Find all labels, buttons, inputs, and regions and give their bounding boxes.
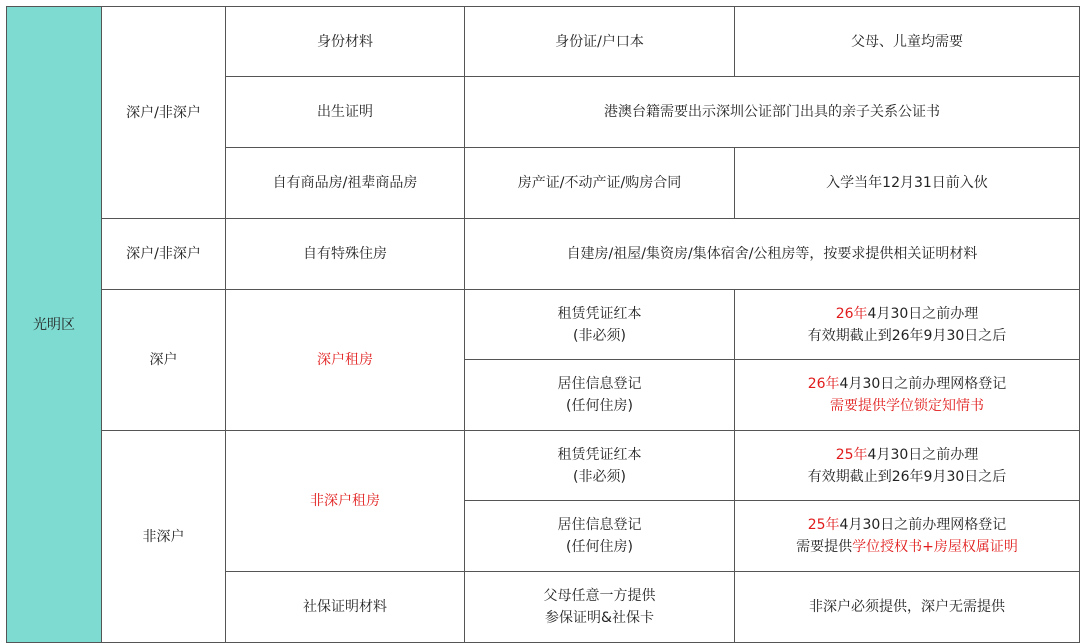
note-highlight: 学位授权书+房屋权属证明 — [852, 539, 1018, 555]
doc-line: (非必须) — [573, 327, 626, 344]
doc-line: (任何住房) — [566, 539, 633, 555]
doc-line: 参保证明&社保卡 — [545, 610, 654, 626]
note-text: 4月30日之前办理网格登记 — [839, 517, 1007, 533]
note-text: 4月30日之前办理 — [867, 446, 979, 463]
item-label: 自有特殊住房 — [303, 246, 387, 262]
feishenhu-reg-doc — [465, 501, 735, 572]
note-line: 需要提供学位锁定知情书 — [830, 398, 984, 414]
group-label: 深户/非深户 — [126, 104, 201, 121]
note-line — [836, 444, 979, 466]
doc-line: 租赁凭证红本 — [557, 305, 642, 322]
group-shenhu-feishenhu — [102, 6, 226, 219]
identity-doc — [465, 6, 735, 77]
district-cell — [6, 6, 102, 643]
special-house-item — [226, 219, 465, 290]
shenhu-reg-note — [735, 360, 1080, 431]
note-label: 港澳台籍需要出示深圳公证部门出具的亲子关系公证书 — [604, 104, 940, 120]
item-label: 社保证明材料 — [303, 599, 387, 615]
identity-item — [226, 6, 465, 77]
own-house-item — [226, 148, 465, 219]
social-item — [226, 572, 465, 643]
shenhu-lease-note — [735, 290, 1080, 360]
note-line — [808, 373, 1007, 395]
note-line — [796, 536, 1018, 558]
note-highlight: 26年 — [835, 305, 868, 322]
note-line: 有效期截止到26年9月30日之后 — [807, 468, 1007, 485]
item-label: 非深户租房 — [310, 493, 380, 509]
district-label: 光明区 — [33, 316, 75, 333]
note-highlight: 25年 — [807, 517, 840, 533]
group-label: 深户/非深户 — [126, 246, 201, 262]
doc-label: 身份证/户口本 — [555, 33, 644, 50]
item-label: 出生证明 — [317, 104, 373, 120]
note-line — [836, 303, 979, 325]
identity-note — [735, 6, 1080, 77]
note-line — [808, 514, 1007, 536]
note-label: 自建房/祖屋/集资房/集体宿舍/公租房等，按要求提供相关证明材料 — [566, 246, 978, 262]
note-highlight: 26年 — [807, 376, 840, 392]
note-line: 有效期截止到26年9月30日之后 — [807, 327, 1007, 344]
birth-item — [226, 77, 465, 148]
own-house-note — [735, 148, 1080, 219]
item-label: 深户租房 — [317, 352, 373, 368]
note-highlight: 25年 — [835, 446, 868, 463]
own-house-doc — [465, 148, 735, 219]
note-text: 4月30日之前办理网格登记 — [839, 376, 1007, 392]
note-label: 非深户必须提供，深户无需提供 — [809, 599, 1005, 615]
item-label: 身份材料 — [317, 33, 373, 50]
doc-line: 父母任意一方提供 — [543, 588, 656, 604]
note-text: 需要提供 — [796, 539, 853, 555]
doc-label: 房产证/不动产证/购房合同 — [517, 175, 682, 191]
shenhu-lease-doc — [465, 290, 735, 360]
birth-note — [465, 77, 1080, 148]
group-feishenhu — [102, 431, 226, 643]
group-shenhu-feishenhu-2 — [102, 219, 226, 290]
doc-line: (任何住房) — [566, 398, 633, 414]
doc-line: 居住信息登记 — [557, 517, 642, 533]
feishenhu-rent-item — [226, 431, 465, 572]
feishenhu-lease-doc — [465, 431, 735, 501]
shenhu-rent-item — [226, 290, 465, 431]
social-note — [735, 572, 1080, 643]
note-label: 入学当年12月31日前入伙 — [826, 175, 988, 191]
special-house-note — [465, 219, 1080, 290]
note-label: 父母、儿童均需要 — [851, 33, 963, 50]
feishenhu-reg-note — [735, 501, 1080, 572]
group-label: 深户 — [149, 352, 178, 368]
group-shenhu — [102, 290, 226, 431]
group-label: 非深户 — [142, 528, 185, 545]
item-label: 自有商品房/祖辈商品房 — [272, 175, 418, 191]
doc-line: 居住信息登记 — [557, 376, 642, 392]
doc-line: (非必须) — [573, 468, 626, 485]
shenhu-reg-doc — [465, 360, 735, 431]
feishenhu-lease-note — [735, 431, 1080, 501]
social-doc — [465, 572, 735, 643]
note-text: 4月30日之前办理 — [867, 305, 979, 322]
doc-line: 租赁凭证红本 — [557, 446, 642, 463]
